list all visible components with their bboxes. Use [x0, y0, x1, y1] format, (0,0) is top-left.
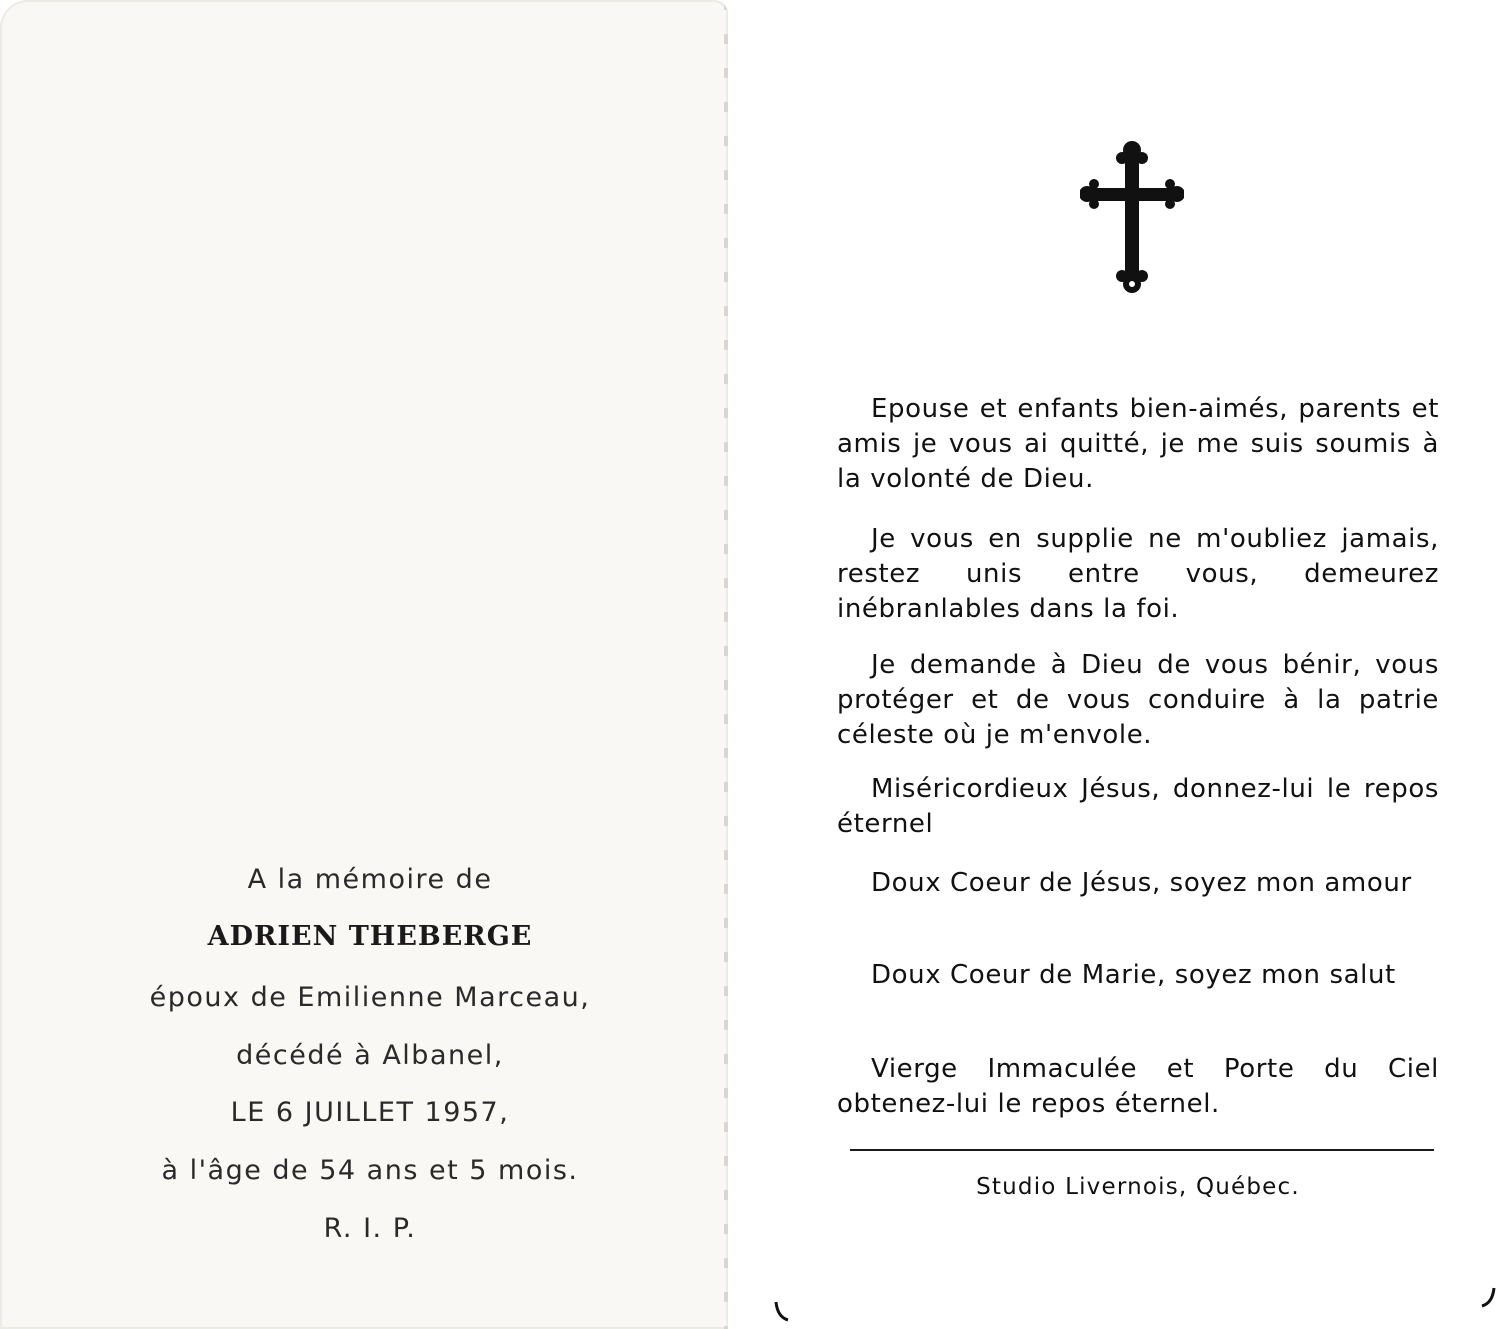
prayer-paragraph-5: Doux Coeur de Jésus, soyez mon amour	[871, 868, 1412, 898]
memorial-intro: A la mémoire de	[247, 864, 493, 895]
prayer-paragraph-1: Epouse et enfants bien-aimés, parents et amis je vous ai quitté, je me suis soumis à la volonté de Dieu.	[837, 394, 1439, 494]
death-place-line: décédé à Albanel,	[236, 1040, 504, 1071]
prayer-paragraph-2: Je vous en supplie ne m'oubliez jamais, restez unis entre vous, demeurez inébranlables dans la foi.	[837, 524, 1439, 624]
cross-icon	[1080, 138, 1184, 294]
card-corner-mark	[1480, 1286, 1496, 1308]
portrait-illustration	[150, 150, 600, 770]
memorial-card-back	[760, 0, 1500, 1329]
spouse-line: époux de Emilienne Marceau,	[149, 982, 591, 1013]
prayer-paragraph-4: Miséricordieux Jésus, donnez-lui le repos éternel	[837, 774, 1439, 839]
death-date-line: LE 6 JUILLET 1957,	[230, 1097, 510, 1128]
prayer-paragraph-3: Je demande à Dieu de vous bénir, vous protéger et de vous conduire à la patrie céleste où je m'envole.	[837, 650, 1439, 750]
rip-line: R. I. P.	[323, 1213, 417, 1244]
memorial-card-front	[0, 0, 728, 1329]
card-corner-mark	[774, 1300, 790, 1322]
prayer-paragraph-6: Doux Coeur de Marie, soyez mon salut	[871, 960, 1396, 990]
age-line: à l'âge de 54 ans et 5 mois.	[161, 1155, 579, 1186]
card-edge-texture	[724, 0, 728, 1329]
divider-rule	[850, 1149, 1434, 1151]
deceased-name: ADRIEN THEBERGE	[207, 921, 533, 952]
prayer-paragraph-7: Vierge Immaculée et Porte du Ciel obtenez-lui le repos éternel.	[837, 1054, 1439, 1119]
studio-credit: Studio Livernois, Québec.	[976, 1174, 1300, 1200]
portrait-photo	[150, 150, 600, 770]
